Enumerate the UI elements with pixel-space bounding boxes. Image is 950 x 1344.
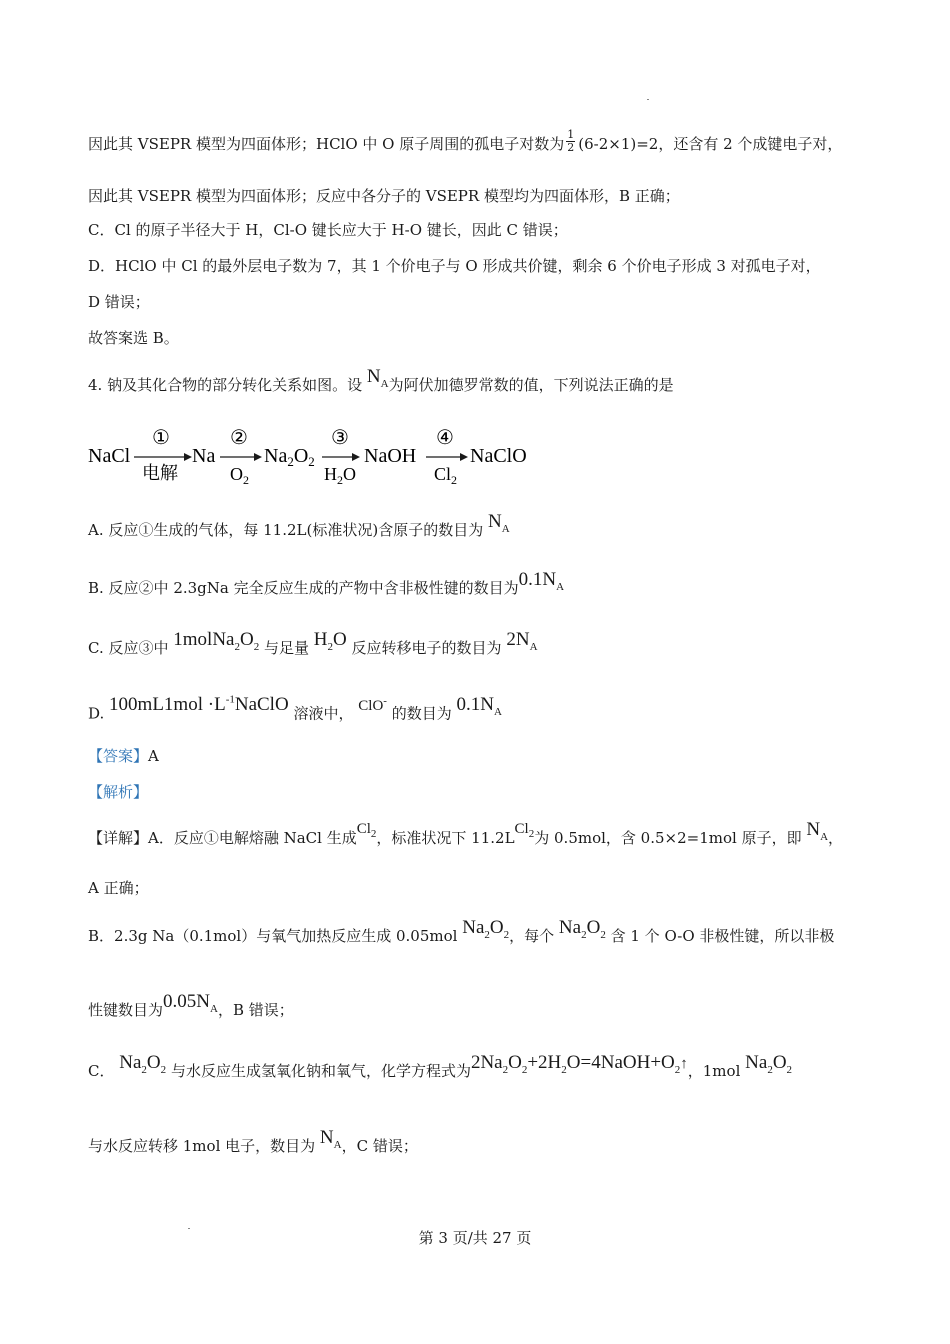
option-d-middle: 溶液中， <box>293 704 354 723</box>
detail-line-3 <box>88 917 835 953</box>
option-c-value: $2N_A$ <box>506 629 538 653</box>
option-b <box>88 569 565 605</box>
line-3-text: C．Cl 的原子半径大于 H，Cl-O 键长应大于 H-O 键长，因此 C 错误； <box>88 221 568 239</box>
nacl-label: NaCl <box>88 445 131 467</box>
option-a <box>88 511 510 547</box>
step-1-label: ① <box>152 427 170 449</box>
na-constant: $N_A$ <box>366 366 389 390</box>
water-formula: $H_2O$ <box>313 629 347 653</box>
chlorine-formula: $Cl_2$ <box>356 821 377 840</box>
option-c <box>88 629 538 665</box>
option-a-text: A. 反应①生成的气体，每 11.2L(标准状况)含原子的数目为 <box>88 521 484 539</box>
scan-dot <box>647 99 649 100</box>
fraction-denominator: 2 <box>567 141 575 154</box>
detail-c-transfer: 与水反应转移 1mol 电子，数目为 <box>88 1137 316 1155</box>
page-footer <box>0 1227 950 1248</box>
gas-arrow-icon: ↑ <box>680 1056 688 1072</box>
option-d-label: D. <box>88 704 105 723</box>
option-d-end: 的数目为 <box>391 704 452 723</box>
condition-electrolysis: 电解 <box>142 463 178 483</box>
hypochlorite-ion: ClO- <box>358 695 387 715</box>
na-constant: $N_A$ <box>806 819 829 843</box>
line-2-text: 因此其 VSEPR 模型为四面体形；反应中各分子的 VSEPR 模型均为四面体形，B 正确； <box>88 187 680 205</box>
answer-value: A <box>148 747 159 765</box>
detail-c-mol: ，1mol <box>687 1062 741 1080</box>
detail-b-value: $0.05N_A$ <box>163 991 218 1015</box>
page-number: 第 3 页/共 27 页 <box>418 1229 532 1247</box>
sodium-peroxide-formula: $Na_2O_2$ <box>119 1052 167 1076</box>
fraction-one-half <box>566 128 576 155</box>
detail-a-conclusion: A 正确； <box>88 879 149 897</box>
detail-line-6 <box>88 1127 418 1163</box>
step-2-label: ② <box>230 427 248 449</box>
detail-b-conclusion: ，B 错误； <box>217 1001 294 1019</box>
detail-b-middle: ，每个 <box>509 927 555 945</box>
text-line-6 <box>88 328 179 348</box>
option-c-formula: $1molNa_2O_2$ <box>173 629 260 653</box>
detail-line-1 <box>88 819 844 855</box>
na-constant: $N_A$ <box>487 511 510 535</box>
sodium-peroxide-formula: $Na_2O_2$ <box>745 1052 793 1076</box>
reaction-scheme <box>86 424 546 488</box>
condition-o2: $O_2$ <box>230 464 249 487</box>
step-3-label: ③ <box>331 427 349 449</box>
line-4-text: D．HClO 中 Cl 的最外层电子数为 7，其 1 个价电子与 O 形成共价键，剩余 6 个价电子形成 3 对孤电子对， <box>88 257 821 275</box>
arrow-4 <box>426 453 468 461</box>
option-b-text: B. 反应②中 2.3gNa 完全反应生成的产物中含非极性键的数目为 <box>88 579 519 597</box>
detail-b-end: 含 1 个 O-O 非极性键，所以非极 <box>610 927 835 945</box>
analysis-heading <box>88 782 148 802</box>
sodium-peroxide-formula: $Na_2O_2$ <box>462 917 510 941</box>
detail-b-start: B．2.3g Na（0.1mol）与氧气加热反应生成 0.05mol <box>88 927 458 945</box>
detail-a-middle: ，标准状况下 11.2L <box>376 829 515 847</box>
text-line-2 <box>88 186 680 206</box>
detail-b-count: 性键数目为 <box>88 1001 164 1019</box>
na-constant: $N_A$ <box>319 1127 342 1151</box>
analysis-label: 【解析】 <box>88 783 149 801</box>
chlorine-formula: $Cl_2$ <box>514 821 535 840</box>
line-1-start: 因此其 VSEPR 模型为四面体形；HClO 中 O 原子周围的孤电子对数为 <box>88 135 565 153</box>
text-line-4 <box>88 256 821 276</box>
detail-c-middle: 与水反应生成氢氧化钠和氧气，化学方程式为 <box>170 1062 471 1080</box>
detail-line-4 <box>88 991 294 1027</box>
text-line-1 <box>88 128 843 155</box>
na-label: Na <box>192 445 216 467</box>
naclo-label: NaClO <box>470 445 527 467</box>
condition-h2o: $H_2O$ <box>324 464 356 487</box>
option-b-value: $0.1N_A$ <box>518 569 565 593</box>
na2o2-label: $Na_2O_2$ <box>264 445 315 469</box>
line-1-end: (6-2×1)=2，还含有 2 个成键电子对， <box>578 135 843 153</box>
detail-a-comma: ， <box>828 829 844 847</box>
text-line-5 <box>88 292 150 312</box>
detail-a-calc: 为 0.5mol，含 0.5×2=1mol 原子，即 <box>534 829 802 847</box>
arrow-3 <box>322 453 360 461</box>
line-5-text: D 错误； <box>88 293 150 311</box>
chemical-equation: $2Na_2O_2+2H_2O=4NaOH+O_2↑$ <box>470 1052 688 1076</box>
text-line-3 <box>88 220 568 240</box>
detail-c-conclusion: ，C 错误； <box>341 1137 418 1155</box>
stem-start: 4. 钠及其化合物的部分转化关系如图。设 <box>88 376 363 394</box>
fraction-numerator: 1 <box>567 128 575 141</box>
detail-line-2 <box>88 878 149 898</box>
arrow-1 <box>134 453 192 461</box>
option-c-middle: 与足量 <box>264 639 310 657</box>
arrow-2 <box>220 453 262 461</box>
option-d <box>88 694 502 730</box>
condition-cl2: $Cl_2$ <box>434 464 458 487</box>
detail-line-5 <box>88 1052 793 1088</box>
stem-end: 为阿伏加德罗常数的值，下列说法正确的是 <box>388 376 674 394</box>
option-c-end: 反应转移电子的数目为 <box>351 639 502 657</box>
sodium-peroxide-formula: $Na_2O_2$ <box>558 917 606 941</box>
question-4-stem <box>88 366 674 402</box>
answer-label: 【答案】 <box>88 747 149 765</box>
line-6-text: 故答案选 B。 <box>88 329 179 347</box>
detail-a-start: 【详解】A．反应①电解熔融 NaCl 生成 <box>88 829 357 847</box>
option-d-solution: $100mL1mol \cdot L^{-1}NaClO$ <box>109 694 289 716</box>
option-d-value: $0.1N_A$ <box>456 694 502 719</box>
answer-line <box>88 746 159 766</box>
option-c-start: C. 反应③中 <box>88 639 169 657</box>
detail-c-label: C． <box>88 1062 115 1080</box>
step-4-label: ④ <box>436 427 454 449</box>
naoh-label: NaOH <box>364 445 417 467</box>
